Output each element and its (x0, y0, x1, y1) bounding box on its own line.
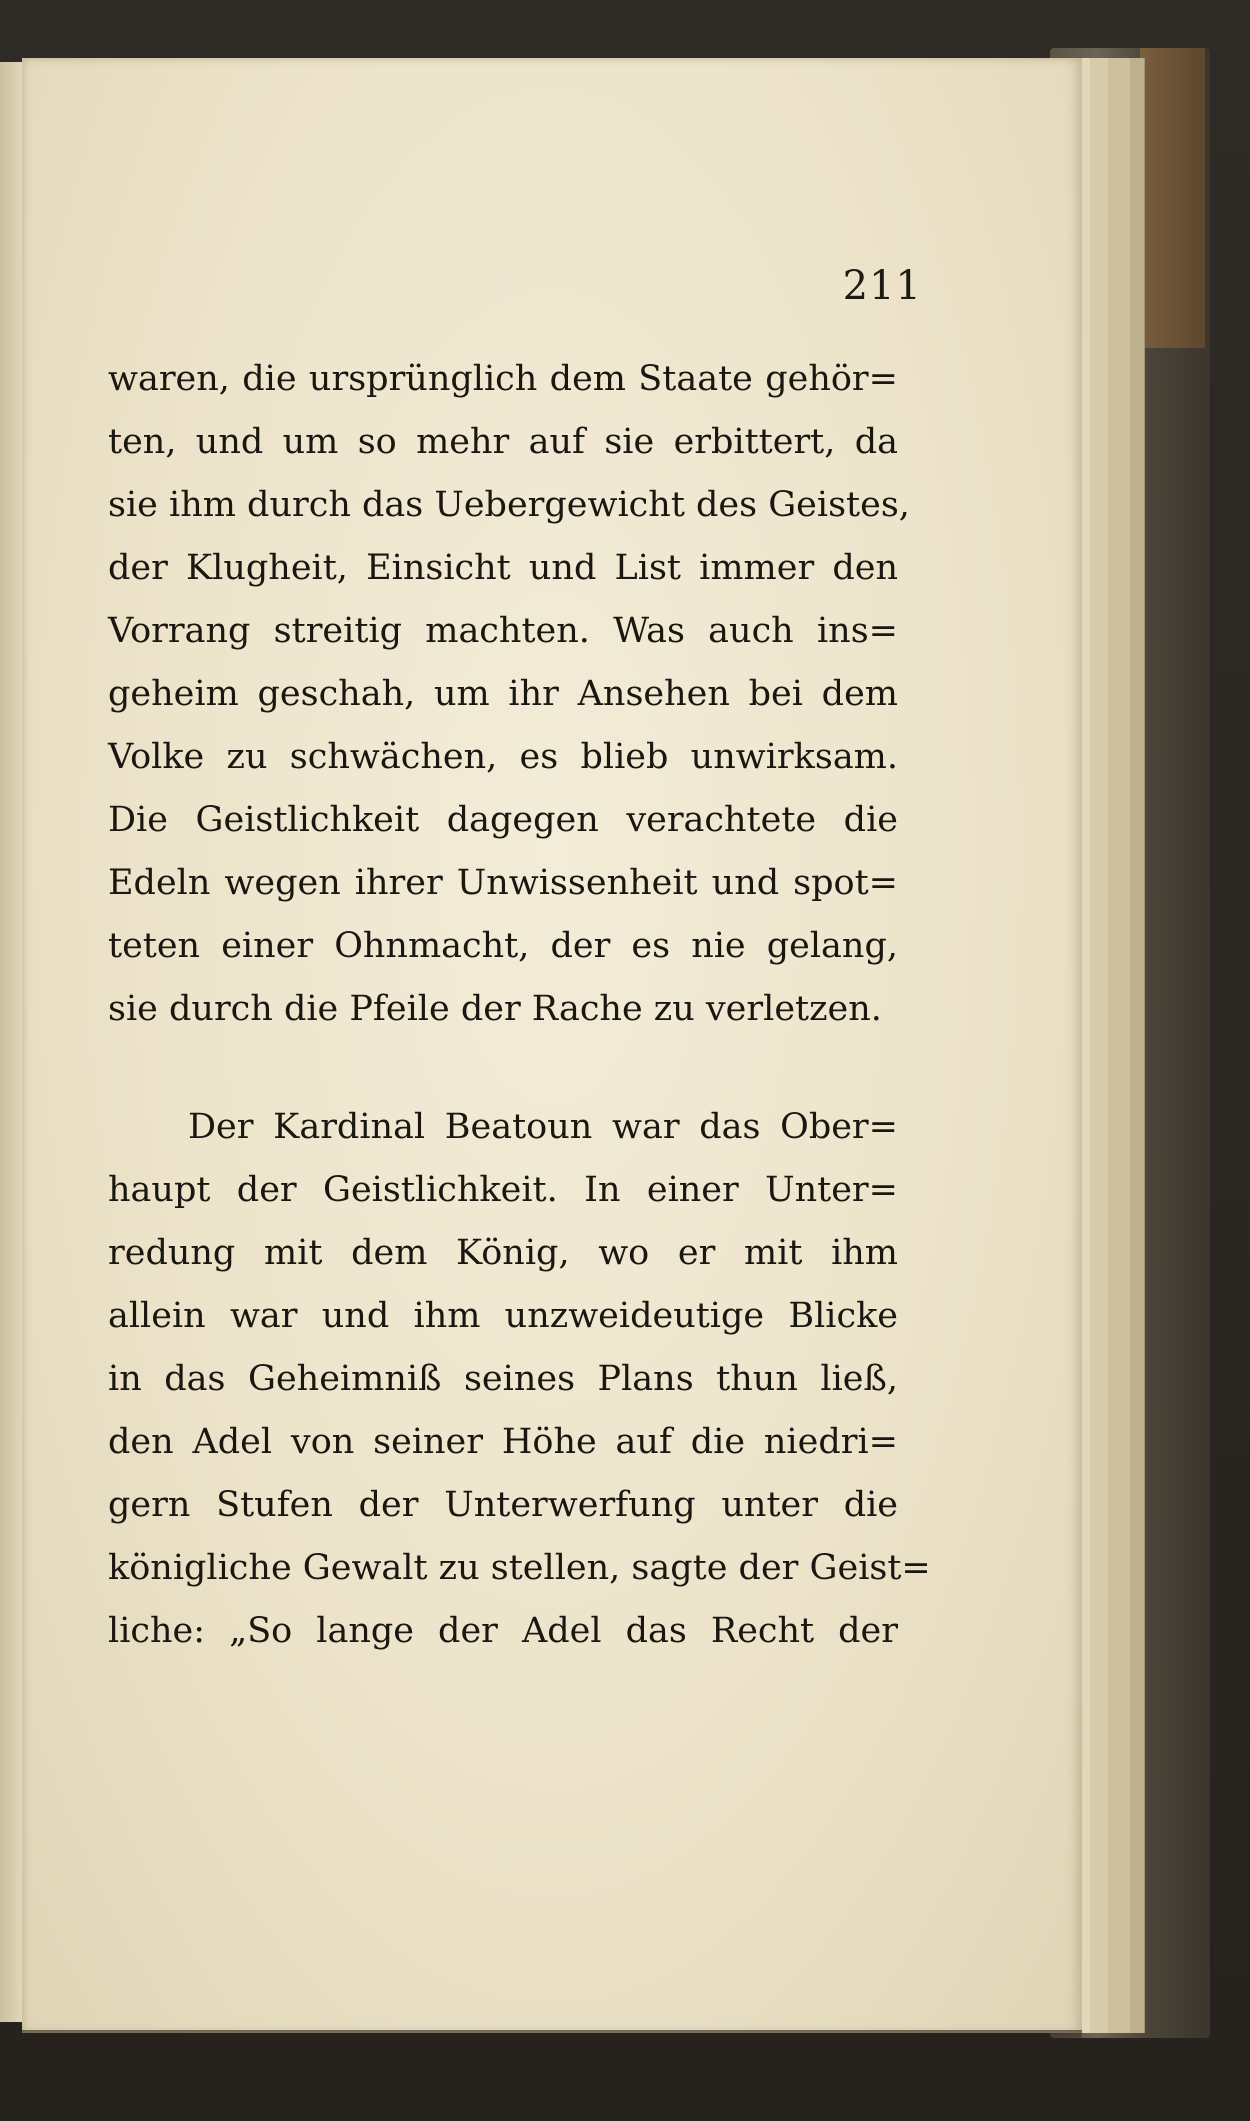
text-line: sie ihm durch das Uebergewicht des Geistes, (108, 485, 910, 525)
paragraph-2 (108, 1096, 931, 1663)
text-line: sie durch die Pfeile der Rache zu verletzen. (108, 989, 882, 1029)
book-spine-leather (1140, 48, 1205, 348)
text-line: redung mit dem König, wo er mit ihm (108, 1233, 898, 1273)
text-line: waren, die ursprünglich dem Staate gehör= (108, 359, 898, 399)
text-line: Der Kardinal Beatoun war das Ober= (188, 1107, 898, 1147)
text-line: den Adel von seiner Höhe auf die niedri= (108, 1422, 898, 1462)
page-stack-edge (1108, 58, 1131, 2033)
text-line: Vorrang streitig machten. Was auch ins= (108, 611, 898, 651)
page-stack-edge (1130, 58, 1145, 2033)
page-text (108, 348, 931, 1663)
text-line: allein war und ihm unzweideutige Blicke (108, 1296, 898, 1336)
text-line: der Klugheit, Einsicht und List immer den (108, 548, 898, 588)
text-line: teten einer Ohnmacht, der es nie gelang, (108, 926, 898, 966)
text-line: Volke zu schwächen, es blieb unwirksam. (108, 737, 898, 777)
page-stack-edge (1090, 58, 1109, 2033)
paragraph-gap (108, 1041, 898, 1096)
text-line: königliche Gewalt zu stellen, sagte der Geist= (108, 1548, 931, 1588)
text-line: liche: „So lange der Adel das Recht der (108, 1611, 898, 1651)
text-line: haupt der Geistlichkeit. In einer Unter= (108, 1170, 898, 1210)
text-line: gern Stufen der Unterwerfung unter die (108, 1485, 898, 1525)
page-number: 211 (842, 263, 922, 309)
text-line: geheim geschah, um ihr Ansehen bei dem (108, 674, 898, 714)
paragraph-1 (108, 348, 910, 1041)
text-line: Die Geistlichkeit dagegen verachtete die (108, 800, 898, 840)
text-line: in das Geheimniß seines Plans thun ließ, (108, 1359, 898, 1399)
page-bottom-shadow (22, 2030, 1082, 2050)
text-line: ten, und um so mehr auf sie erbittert, da (108, 422, 898, 462)
text-line: Edeln wegen ihrer Unwissenheit und spot= (108, 863, 898, 903)
